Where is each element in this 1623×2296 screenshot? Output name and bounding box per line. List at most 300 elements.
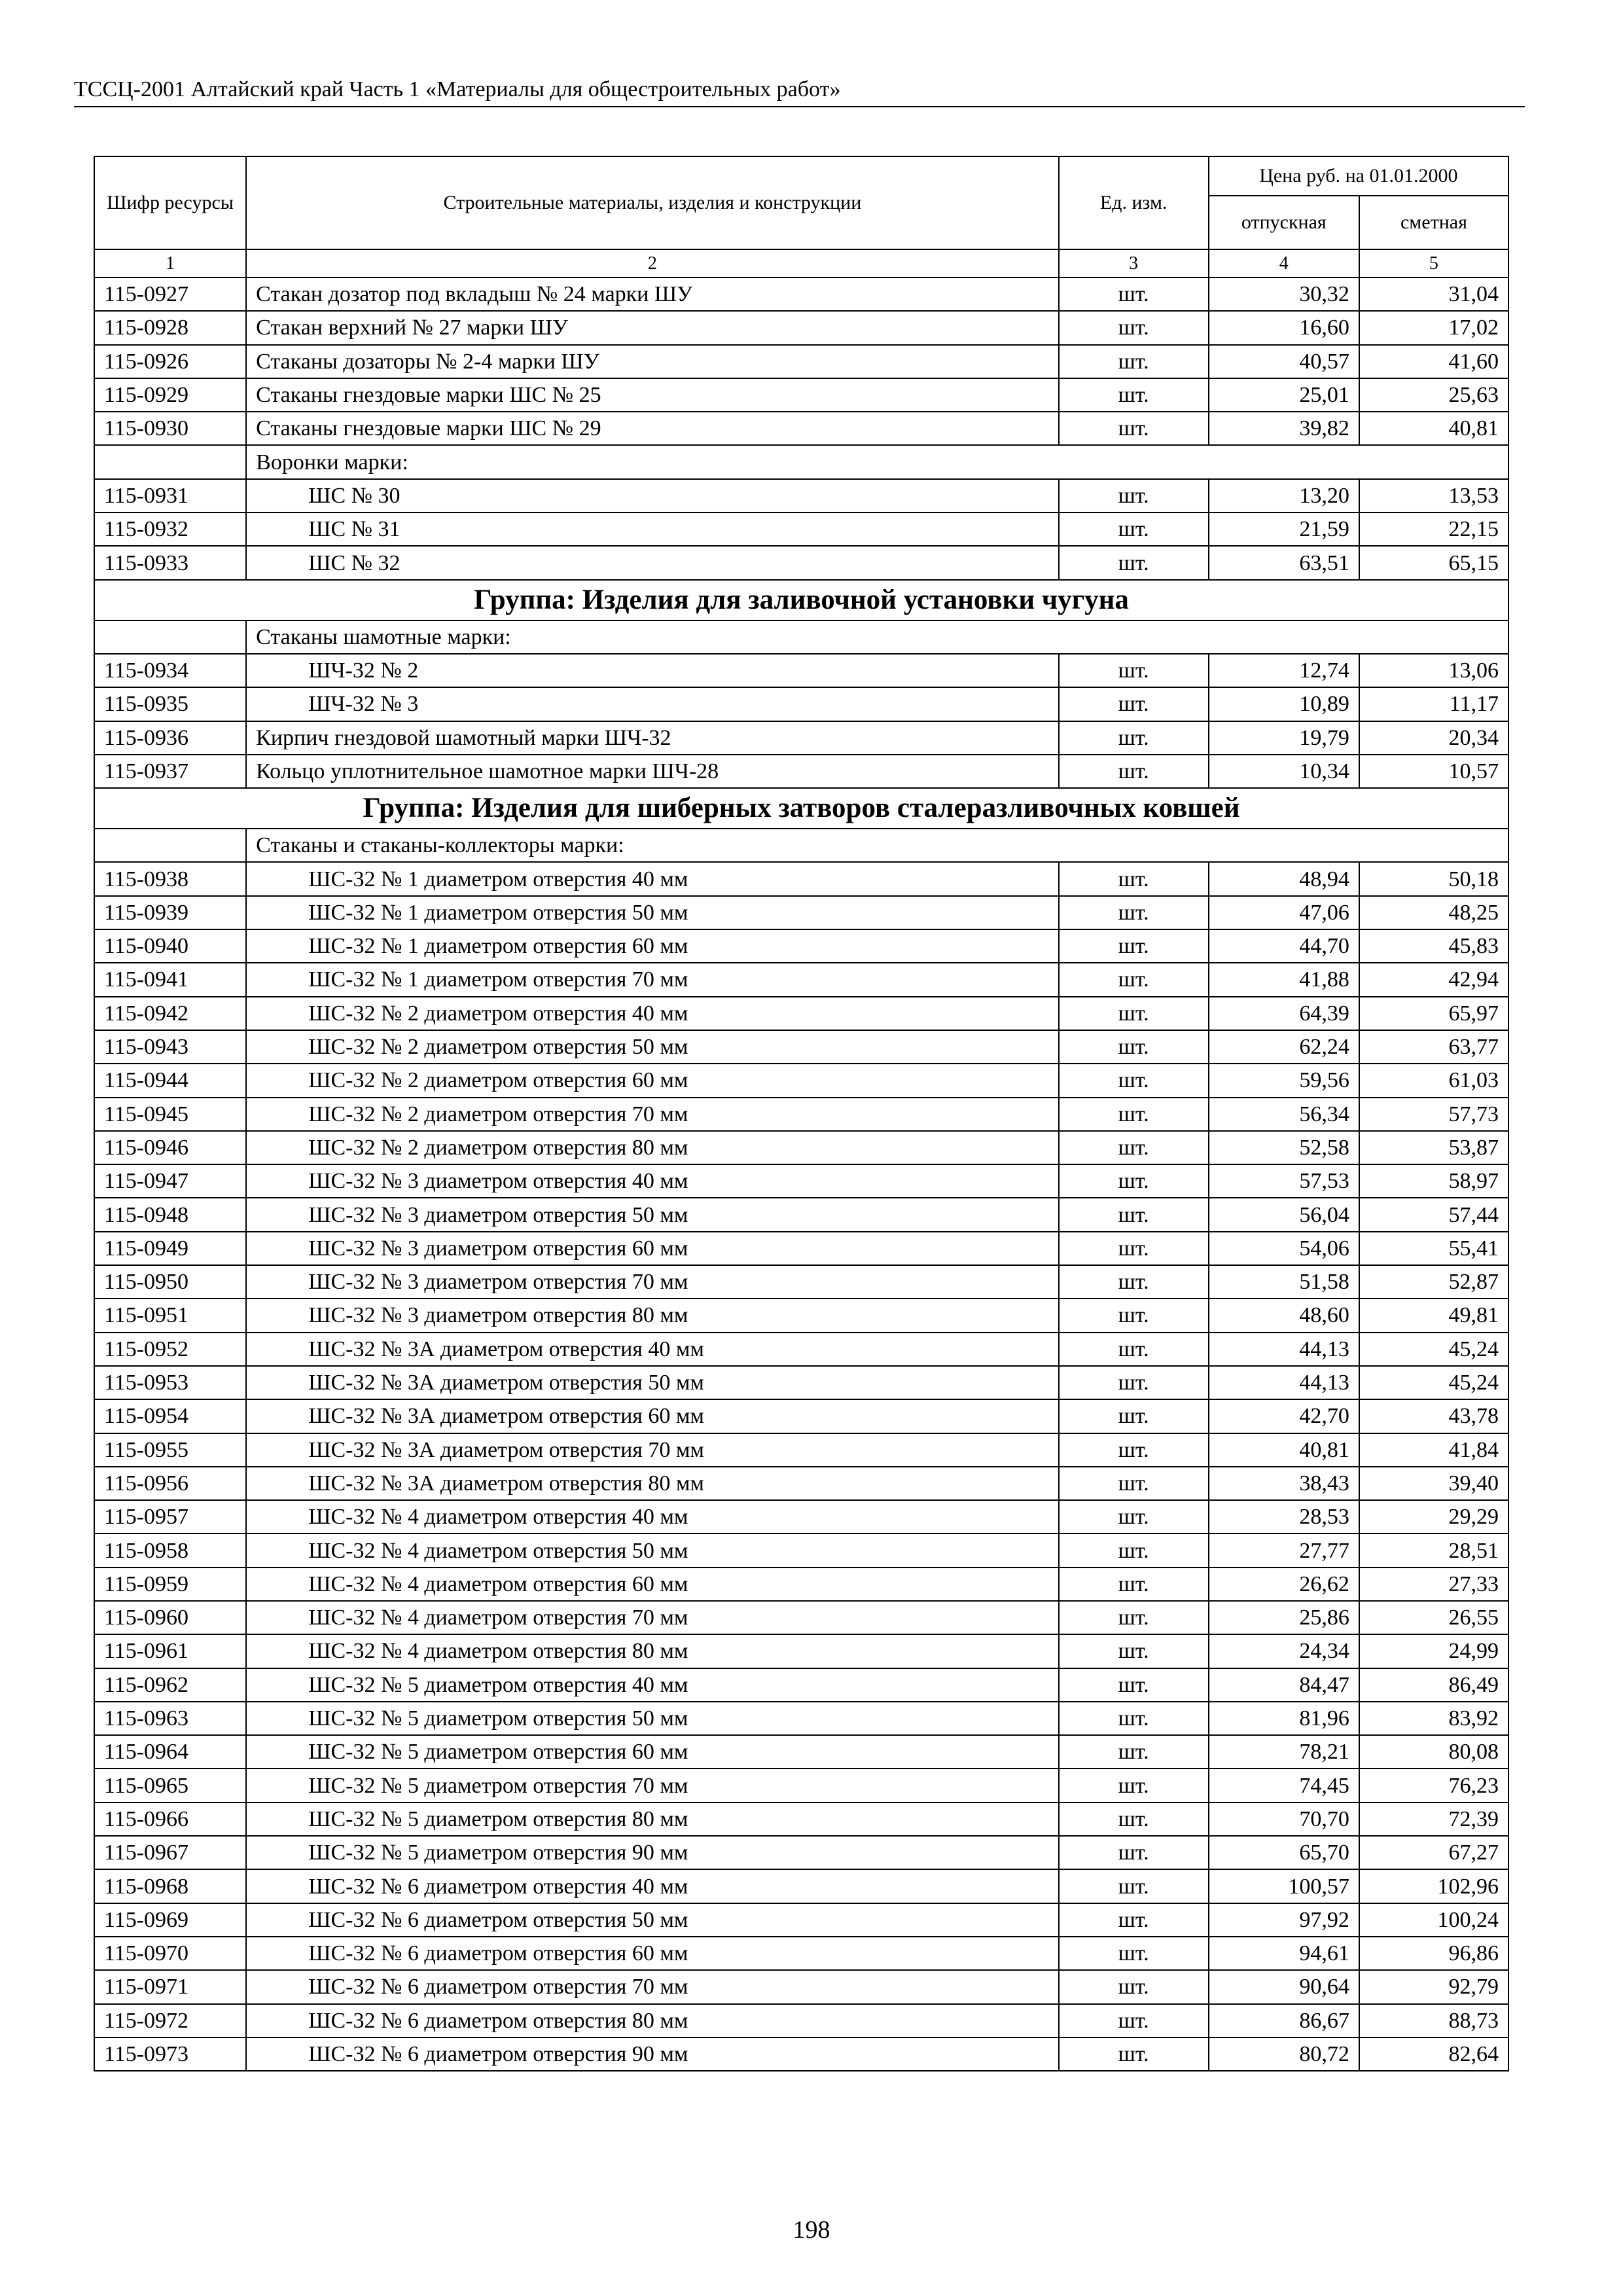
material-name: ШС-32 № 3 диаметром отверстия 50 мм: [246, 1198, 1058, 1231]
release-price: 84,47: [1209, 1668, 1359, 1702]
table-row: [94, 896, 1508, 929]
release-price: 81,96: [1209, 1702, 1359, 1735]
table-row: [94, 345, 1508, 378]
page-number: 198: [793, 2216, 830, 2244]
unit-cell: шт.: [1059, 1970, 1209, 2003]
estimate-price: 65,15: [1359, 546, 1508, 579]
release-price: 47,06: [1209, 896, 1359, 929]
subheading-row: [94, 445, 1508, 478]
table-row: [94, 1433, 1508, 1467]
release-price: 16,60: [1209, 311, 1359, 344]
unit-cell: шт.: [1059, 1164, 1209, 1198]
table-row: [94, 1735, 1508, 1768]
header-name: Строительные материалы, изделия и конструкции: [246, 156, 1058, 249]
resource-code: 115-0945: [94, 1098, 246, 1131]
release-price: 64,39: [1209, 997, 1359, 1030]
estimate-price: 11,17: [1359, 687, 1508, 721]
release-price: 27,77: [1209, 1534, 1359, 1567]
price-table: [94, 156, 1509, 2072]
unit-cell: шт.: [1059, 1333, 1209, 1366]
resource-code: 115-0973: [94, 2037, 246, 2071]
release-price: 56,34: [1209, 1098, 1359, 1131]
estimate-price: 43,78: [1359, 1399, 1508, 1433]
release-price: 90,64: [1209, 1970, 1359, 2003]
resource-code: 115-0926: [94, 345, 246, 378]
estimate-price: 67,27: [1359, 1836, 1508, 1869]
resource-code: 115-0952: [94, 1333, 246, 1366]
resource-code: 115-0941: [94, 963, 246, 996]
material-name: ШС-32 № 2 диаметром отверстия 40 мм: [246, 997, 1058, 1030]
table-row: [94, 1937, 1508, 1970]
resource-code: 115-0934: [94, 654, 246, 687]
estimate-price: 53,87: [1359, 1131, 1508, 1164]
material-name: ШС-32 № 3 диаметром отверстия 80 мм: [246, 1299, 1058, 1332]
material-name: ШС-32 № 3А диаметром отверстия 70 мм: [246, 1433, 1058, 1467]
table-row: [94, 378, 1508, 412]
unit-cell: шт.: [1059, 862, 1209, 895]
release-price: 74,45: [1209, 1768, 1359, 1802]
unit-cell: шт.: [1059, 1098, 1209, 1131]
unit-cell: шт.: [1059, 378, 1209, 412]
estimate-price: 24,99: [1359, 1634, 1508, 1668]
estimate-price: 20,34: [1359, 721, 1508, 755]
estimate-price: 50,18: [1359, 862, 1508, 895]
table-body: [94, 278, 1508, 2071]
table-row: [94, 1333, 1508, 1366]
unit-cell: шт.: [1059, 1500, 1209, 1534]
release-price: 30,32: [1209, 278, 1359, 311]
estimate-price: 72,39: [1359, 1803, 1508, 1836]
subheading-label: Стаканы шамотные марки:: [246, 620, 1508, 654]
unit-cell: шт.: [1059, 1634, 1209, 1668]
resource-code: 115-0971: [94, 1970, 246, 2003]
resource-code: 115-0962: [94, 1668, 246, 1702]
material-name: ШС-32 № 2 диаметром отверстия 70 мм: [246, 1098, 1058, 1131]
estimate-price: 13,06: [1359, 654, 1508, 687]
material-name: ШС-32 № 6 диаметром отверстия 40 мм: [246, 1869, 1058, 1903]
table-row: [94, 1903, 1508, 1937]
resource-code: 115-0954: [94, 1399, 246, 1433]
col-number: 4: [1209, 249, 1359, 278]
release-price: 44,13: [1209, 1366, 1359, 1399]
resource-code: 115-0964: [94, 1735, 246, 1768]
release-price: 44,70: [1209, 929, 1359, 963]
release-price: 10,34: [1209, 755, 1359, 788]
release-price: 62,24: [1209, 1030, 1359, 1064]
resource-code: 115-0928: [94, 311, 246, 344]
material-name: Стакан верхний № 27 марки ШУ: [246, 311, 1058, 344]
resource-code: 115-0931: [94, 479, 246, 512]
unit-cell: шт.: [1059, 755, 1209, 788]
table-row: [94, 687, 1508, 721]
resource-code: 115-0953: [94, 1366, 246, 1399]
material-name: Стаканы гнездовые марки ШС № 29: [246, 412, 1058, 445]
estimate-price: 29,29: [1359, 1500, 1508, 1534]
release-price: 54,06: [1209, 1232, 1359, 1265]
unit-cell: шт.: [1059, 1903, 1209, 1937]
resource-code: 115-0972: [94, 2004, 246, 2037]
estimate-price: 55,41: [1359, 1232, 1508, 1265]
release-price: 65,70: [1209, 1836, 1359, 1869]
resource-code: 115-0936: [94, 721, 246, 755]
unit-cell: шт.: [1059, 1265, 1209, 1299]
resource-code: 115-0966: [94, 1803, 246, 1836]
resource-code: 115-0961: [94, 1634, 246, 1668]
resource-code: 115-0935: [94, 687, 246, 721]
material-name: Кольцо уплотнительное шамотное марки ШЧ-28: [246, 755, 1058, 788]
unit-cell: шт.: [1059, 345, 1209, 378]
release-price: 56,04: [1209, 1198, 1359, 1231]
unit-cell: шт.: [1059, 1399, 1209, 1433]
release-price: 52,58: [1209, 1131, 1359, 1164]
unit-cell: шт.: [1059, 963, 1209, 996]
resource-code: 115-0957: [94, 1500, 246, 1534]
resource-code: 115-0942: [94, 997, 246, 1030]
estimate-price: 76,23: [1359, 1768, 1508, 1802]
unit-cell: шт.: [1059, 1299, 1209, 1332]
unit-cell: шт.: [1059, 1735, 1209, 1768]
release-price: 94,61: [1209, 1937, 1359, 1970]
table-row: [94, 1098, 1508, 1131]
table-row: [94, 1634, 1508, 1668]
material-name: ШС-32 № 6 диаметром отверстия 90 мм: [246, 2037, 1058, 2071]
table-row: [94, 1399, 1508, 1433]
table-row: [94, 1702, 1508, 1735]
table-row: [94, 546, 1508, 579]
resource-code: 115-0951: [94, 1299, 246, 1332]
table-row: [94, 479, 1508, 512]
unit-cell: шт.: [1059, 479, 1209, 512]
estimate-price: 58,97: [1359, 1164, 1508, 1198]
empty-code-cell: [94, 445, 246, 478]
unit-cell: шт.: [1059, 1232, 1209, 1265]
unit-cell: шт.: [1059, 1869, 1209, 1903]
table-row: [94, 1768, 1508, 1802]
table-row: [94, 1836, 1508, 1869]
table-row: [94, 963, 1508, 996]
unit-cell: шт.: [1059, 1064, 1209, 1097]
release-price: 41,88: [1209, 963, 1359, 996]
release-price: 78,21: [1209, 1735, 1359, 1768]
estimate-price: 45,83: [1359, 929, 1508, 963]
header-code: Шифр ресурсы: [94, 156, 246, 249]
material-name: ШС-32 № 3А диаметром отверстия 60 мм: [246, 1399, 1058, 1433]
resource-code: 115-0939: [94, 896, 246, 929]
material-name: ШС-32 № 1 диаметром отверстия 40 мм: [246, 862, 1058, 895]
material-name: Стакан дозатор под вкладыш № 24 марки ШУ: [246, 278, 1058, 311]
estimate-price: 13,53: [1359, 479, 1508, 512]
material-name: ШС-32 № 3А диаметром отверстия 40 мм: [246, 1333, 1058, 1366]
release-price: 26,62: [1209, 1568, 1359, 1601]
resource-code: 115-0949: [94, 1232, 246, 1265]
table-row: [94, 1869, 1508, 1903]
table-row: [94, 1668, 1508, 1702]
material-name: ШС-32 № 5 диаметром отверстия 90 мм: [246, 1836, 1058, 1869]
col-number: 5: [1359, 249, 1508, 278]
estimate-price: 27,33: [1359, 1568, 1508, 1601]
group-row: [94, 788, 1508, 829]
material-name: ШС-32 № 6 диаметром отверстия 60 мм: [246, 1937, 1058, 1970]
resource-code: 115-0938: [94, 862, 246, 895]
material-name: ШС № 30: [246, 479, 1058, 512]
material-name: ШС-32 № 4 диаметром отверстия 80 мм: [246, 1634, 1058, 1668]
header-unit: Ед. изм.: [1059, 156, 1209, 249]
estimate-price: 57,44: [1359, 1198, 1508, 1231]
table-row: [94, 1131, 1508, 1164]
table-row: [94, 1601, 1508, 1634]
unit-cell: шт.: [1059, 1803, 1209, 1836]
col-number: 1: [94, 249, 246, 278]
release-price: 21,59: [1209, 512, 1359, 546]
resource-code: 115-0944: [94, 1064, 246, 1097]
unit-cell: шт.: [1059, 687, 1209, 721]
estimate-price: 22,15: [1359, 512, 1508, 546]
material-name: ШС-32 № 4 диаметром отверстия 50 мм: [246, 1534, 1058, 1567]
estimate-price: 83,92: [1359, 1702, 1508, 1735]
table-row: [94, 1467, 1508, 1500]
material-name: ШЧ-32 № 3: [246, 687, 1058, 721]
resource-code: 115-0929: [94, 378, 246, 412]
unit-cell: шт.: [1059, 929, 1209, 963]
unit-cell: шт.: [1059, 1030, 1209, 1064]
unit-cell: шт.: [1059, 1601, 1209, 1634]
resource-code: 115-0955: [94, 1433, 246, 1467]
table-row: [94, 929, 1508, 963]
release-price: 86,67: [1209, 2004, 1359, 2037]
release-price: 39,82: [1209, 412, 1359, 445]
release-price: 70,70: [1209, 1803, 1359, 1836]
unit-cell: шт.: [1059, 1668, 1209, 1702]
resource-code: 115-0932: [94, 512, 246, 546]
material-name: ШС-32 № 4 диаметром отверстия 70 мм: [246, 1601, 1058, 1634]
release-price: 13,20: [1209, 479, 1359, 512]
resource-code: 115-0963: [94, 1702, 246, 1735]
release-price: 57,53: [1209, 1164, 1359, 1198]
table-row: [94, 755, 1508, 788]
material-name: Кирпич гнездовой шамотный марки ШЧ-32: [246, 721, 1058, 755]
release-price: 12,74: [1209, 654, 1359, 687]
estimate-price: 41,84: [1359, 1433, 1508, 1467]
unit-cell: шт.: [1059, 1836, 1209, 1869]
unit-cell: шт.: [1059, 1131, 1209, 1164]
resource-code: 115-0927: [94, 278, 246, 311]
table-row: [94, 1299, 1508, 1332]
estimate-price: 17,02: [1359, 311, 1508, 344]
group-row: [94, 580, 1508, 620]
material-name: ШС-32 № 5 диаметром отверстия 50 мм: [246, 1702, 1058, 1735]
col-number: 3: [1059, 249, 1209, 278]
unit-cell: шт.: [1059, 997, 1209, 1030]
col-number: 2: [246, 249, 1058, 278]
table-row: [94, 311, 1508, 344]
unit-cell: шт.: [1059, 1534, 1209, 1567]
table-row: [94, 1568, 1508, 1601]
resource-code: 115-0969: [94, 1903, 246, 1937]
material-name: ШС-32 № 2 диаметром отверстия 50 мм: [246, 1030, 1058, 1064]
unit-cell: шт.: [1059, 654, 1209, 687]
material-name: ШС-32 № 4 диаметром отверстия 60 мм: [246, 1568, 1058, 1601]
table-row: [94, 1803, 1508, 1836]
resource-code: 115-0930: [94, 412, 246, 445]
table-row: [94, 1232, 1508, 1265]
estimate-price: 96,86: [1359, 1937, 1508, 1970]
unit-cell: шт.: [1059, 546, 1209, 579]
material-name: ШС № 32: [246, 546, 1058, 579]
subheading-row: [94, 620, 1508, 654]
material-name: ШС-32 № 1 диаметром отверстия 60 мм: [246, 929, 1058, 963]
material-name: ШС-32 № 5 диаметром отверстия 80 мм: [246, 1803, 1058, 1836]
release-price: 25,86: [1209, 1601, 1359, 1634]
table-row: [94, 2004, 1508, 2037]
subheading-label: Стаканы и стаканы-коллекторы марки:: [246, 829, 1508, 862]
unit-cell: шт.: [1059, 278, 1209, 311]
release-price: 40,57: [1209, 345, 1359, 378]
estimate-price: 57,73: [1359, 1098, 1508, 1131]
table-row: [94, 1164, 1508, 1198]
resource-code: 115-0956: [94, 1467, 246, 1500]
table-row: [94, 412, 1508, 445]
estimate-price: 31,04: [1359, 278, 1508, 311]
resource-code: 115-0960: [94, 1601, 246, 1634]
group-title: Группа: Изделия для заливочной установки чугуна: [94, 580, 1508, 620]
unit-cell: шт.: [1059, 2037, 1209, 2071]
resource-code: 115-0967: [94, 1836, 246, 1869]
material-name: ШС-32 № 3 диаметром отверстия 40 мм: [246, 1164, 1058, 1198]
estimate-price: 82,64: [1359, 2037, 1508, 2071]
unit-cell: шт.: [1059, 2004, 1209, 2037]
table-row: [94, 278, 1508, 311]
table-row: [94, 1030, 1508, 1064]
material-name: ШС-32 № 3 диаметром отверстия 70 мм: [246, 1265, 1058, 1299]
material-name: ШС № 31: [246, 512, 1058, 546]
release-price: 28,53: [1209, 1500, 1359, 1534]
estimate-price: 42,94: [1359, 963, 1508, 996]
estimate-price: 39,40: [1359, 1467, 1508, 1500]
material-name: ШС-32 № 1 диаметром отверстия 70 мм: [246, 963, 1058, 996]
unit-cell: шт.: [1059, 1768, 1209, 1802]
material-name: ШС-32 № 3А диаметром отверстия 50 мм: [246, 1366, 1058, 1399]
unit-cell: шт.: [1059, 1937, 1209, 1970]
unit-cell: шт.: [1059, 1198, 1209, 1231]
unit-cell: шт.: [1059, 1467, 1209, 1500]
header-estimate-price: сметная: [1359, 196, 1508, 249]
material-name: ШС-32 № 2 диаметром отверстия 80 мм: [246, 1131, 1058, 1164]
page-header: ТССЦ-2001 Алтайский край Часть 1 «Материалы для общестроительных работ»: [74, 73, 1525, 107]
material-name: ШС-32 № 3А диаметром отверстия 80 мм: [246, 1467, 1058, 1500]
table-row: [94, 862, 1508, 895]
release-price: 48,60: [1209, 1299, 1359, 1332]
estimate-price: 80,08: [1359, 1735, 1508, 1768]
estimate-price: 10,57: [1359, 755, 1508, 788]
table-row: [94, 997, 1508, 1030]
resource-code: 115-0933: [94, 546, 246, 579]
subheading-row: [94, 829, 1508, 862]
resource-code: 115-0968: [94, 1869, 246, 1903]
unit-cell: шт.: [1059, 896, 1209, 929]
resource-code: 115-0950: [94, 1265, 246, 1299]
unit-cell: шт.: [1059, 1702, 1209, 1735]
estimate-price: 41,60: [1359, 345, 1508, 378]
group-title: Группа: Изделия для шиберных затворов сталеразливочных ковшей: [94, 788, 1508, 829]
table-row: [94, 512, 1508, 546]
material-name: ШС-32 № 2 диаметром отверстия 60 мм: [246, 1064, 1058, 1097]
estimate-price: 102,96: [1359, 1869, 1508, 1903]
estimate-price: 25,63: [1359, 378, 1508, 412]
unit-cell: шт.: [1059, 311, 1209, 344]
resource-code: 115-0958: [94, 1534, 246, 1567]
table-row: [94, 1534, 1508, 1567]
resource-code: 115-0937: [94, 755, 246, 788]
material-name: Стаканы дозаторы № 2-4 марки ШУ: [246, 345, 1058, 378]
resource-code: 115-0965: [94, 1768, 246, 1802]
table-row: [94, 654, 1508, 687]
material-name: ШС-32 № 4 диаметром отверстия 40 мм: [246, 1500, 1058, 1534]
material-name: ШС-32 № 5 диаметром отверстия 60 мм: [246, 1735, 1058, 1768]
release-price: 42,70: [1209, 1399, 1359, 1433]
estimate-price: 45,24: [1359, 1366, 1508, 1399]
material-name: ШС-32 № 6 диаметром отверстия 70 мм: [246, 1970, 1058, 2003]
resource-code: 115-0947: [94, 1164, 246, 1198]
table-row: [94, 1970, 1508, 2003]
estimate-price: 52,87: [1359, 1265, 1508, 1299]
release-price: 19,79: [1209, 721, 1359, 755]
unit-cell: шт.: [1059, 721, 1209, 755]
subheading-label: Воронки марки:: [246, 445, 1508, 478]
material-name: ШЧ-32 № 2: [246, 654, 1058, 687]
empty-code-cell: [94, 829, 246, 862]
release-price: 24,34: [1209, 1634, 1359, 1668]
unit-cell: шт.: [1059, 512, 1209, 546]
estimate-price: 65,97: [1359, 997, 1508, 1030]
release-price: 97,92: [1209, 1903, 1359, 1937]
header-release-price: отпускная: [1209, 196, 1359, 249]
unit-cell: шт.: [1059, 1433, 1209, 1467]
table-row: [94, 2037, 1508, 2071]
estimate-price: 49,81: [1359, 1299, 1508, 1332]
release-price: 44,13: [1209, 1333, 1359, 1366]
estimate-price: 45,24: [1359, 1333, 1508, 1366]
resource-code: 115-0948: [94, 1198, 246, 1231]
table-row: [94, 1500, 1508, 1534]
estimate-price: 88,73: [1359, 2004, 1508, 2037]
release-price: 59,56: [1209, 1064, 1359, 1097]
resource-code: 115-0946: [94, 1131, 246, 1164]
header-price: Цена руб. на 01.01.2000: [1209, 156, 1508, 196]
release-price: 40,81: [1209, 1433, 1359, 1467]
release-price: 10,89: [1209, 687, 1359, 721]
empty-code-cell: [94, 620, 246, 654]
release-price: 25,01: [1209, 378, 1359, 412]
estimate-price: 86,49: [1359, 1668, 1508, 1702]
unit-cell: шт.: [1059, 1366, 1209, 1399]
release-price: 63,51: [1209, 546, 1359, 579]
material-name: ШС-32 № 6 диаметром отверстия 80 мм: [246, 2004, 1058, 2037]
estimate-price: 92,79: [1359, 1970, 1508, 2003]
table-row: [94, 1265, 1508, 1299]
resource-code: 115-0940: [94, 929, 246, 963]
release-price: 48,94: [1209, 862, 1359, 895]
estimate-price: 48,25: [1359, 896, 1508, 929]
estimate-price: 63,77: [1359, 1030, 1508, 1064]
material-name: Стаканы гнездовые марки ШС № 25: [246, 378, 1058, 412]
table-row: [94, 1198, 1508, 1231]
material-name: ШС-32 № 6 диаметром отверстия 50 мм: [246, 1903, 1058, 1937]
release-price: 51,58: [1209, 1265, 1359, 1299]
release-price: 100,57: [1209, 1869, 1359, 1903]
material-name: ШС-32 № 1 диаметром отверстия 50 мм: [246, 896, 1058, 929]
estimate-price: 40,81: [1359, 412, 1508, 445]
release-price: 38,43: [1209, 1467, 1359, 1500]
